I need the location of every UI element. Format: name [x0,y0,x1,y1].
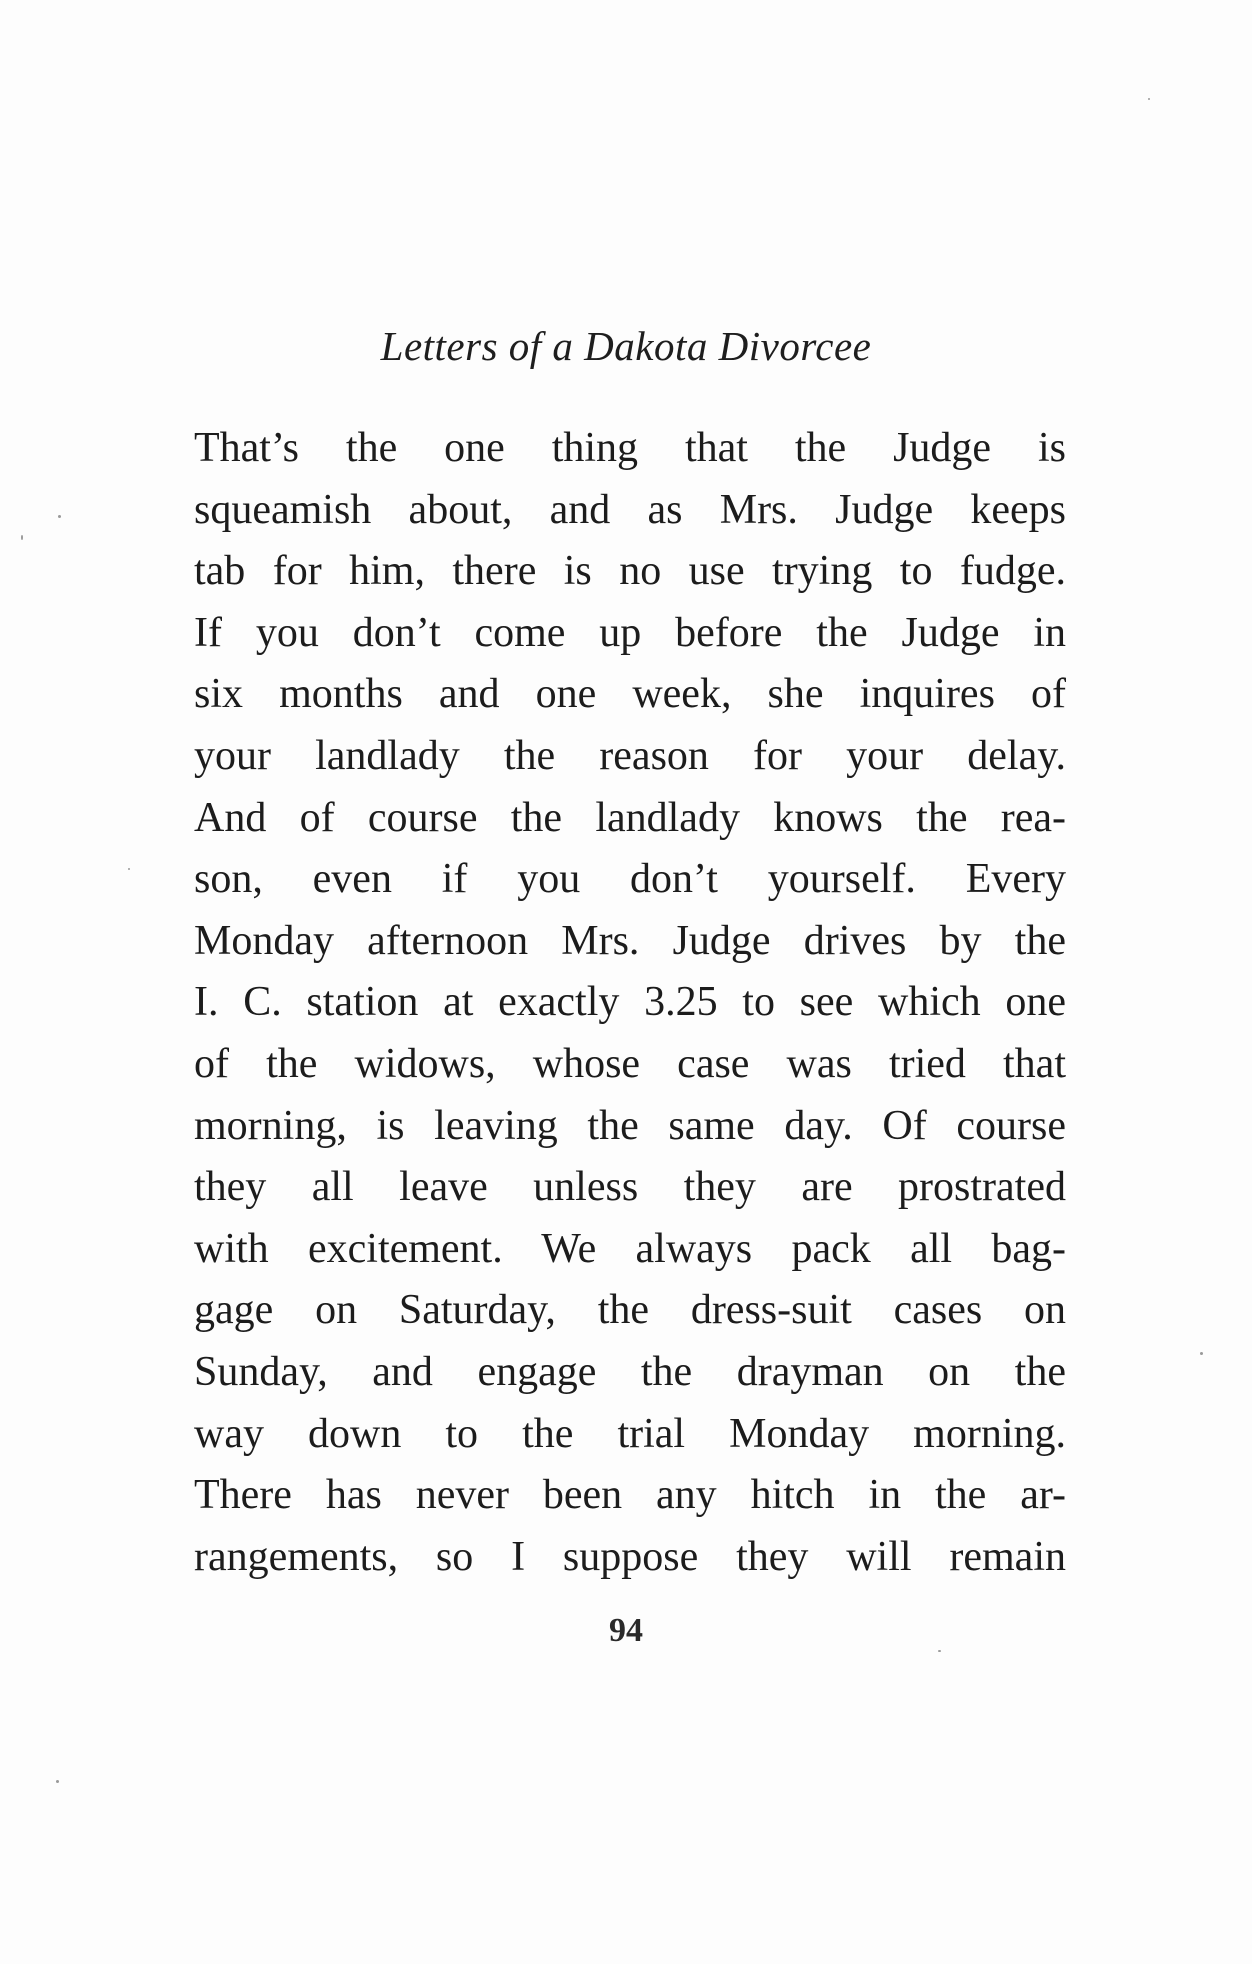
text-line: morning, is leaving the same day. Of course [194,1102,1066,1149]
text-line: Monday afternoon Mrs. Judge drives by the [194,917,1066,964]
text-line: If you don’t come up before the Judge in [194,609,1066,656]
text-line: gage on Saturday, the dress-suit cases on [194,1287,1066,1334]
paper-speck [128,868,130,870]
paper-speck [21,535,23,540]
text-line: six months and one week, she inquires of [194,671,1066,718]
text-line: That’s the one thing that the Judge is [194,425,1066,471]
body-text [194,418,1066,1588]
paper-speck [56,1780,59,1783]
text-line: of the widows, whose case was tried that [194,1040,1066,1087]
text-line: Sunday, and engage the drayman on the [194,1348,1066,1395]
text-line: with excitement. We always pack all bag- [194,1225,1066,1272]
text-line: son, even if you don’t yourself. Every [194,856,1066,903]
running-head: Letters of a Dakota Divorcee [380,323,872,369]
paper-speck [1200,1352,1203,1355]
paper-speck [938,1650,941,1652]
text-line: rangements, so I suppose they will remain [194,1533,1066,1580]
text-line: There has never been any hitch in the ar- [194,1472,1066,1519]
page-number: 94 [609,1612,643,1649]
text-line: tab for him, there is no use trying to fudge. [194,548,1066,595]
paper-speck [1148,98,1150,100]
text-line: squeamish about, and as Mrs. Judge keeps [194,486,1066,533]
text-line: your landlady the reason for your delay. [194,732,1066,779]
text-line: they all leave unless they are prostrated [194,1164,1066,1211]
text-line: And of course the landlady knows the rea- [194,794,1066,841]
text-line: I. C. station at exactly 3.25 to see which one [194,979,1066,1026]
text-line: way down to the trial Monday morning. [194,1410,1066,1457]
paper-speck [58,515,61,518]
